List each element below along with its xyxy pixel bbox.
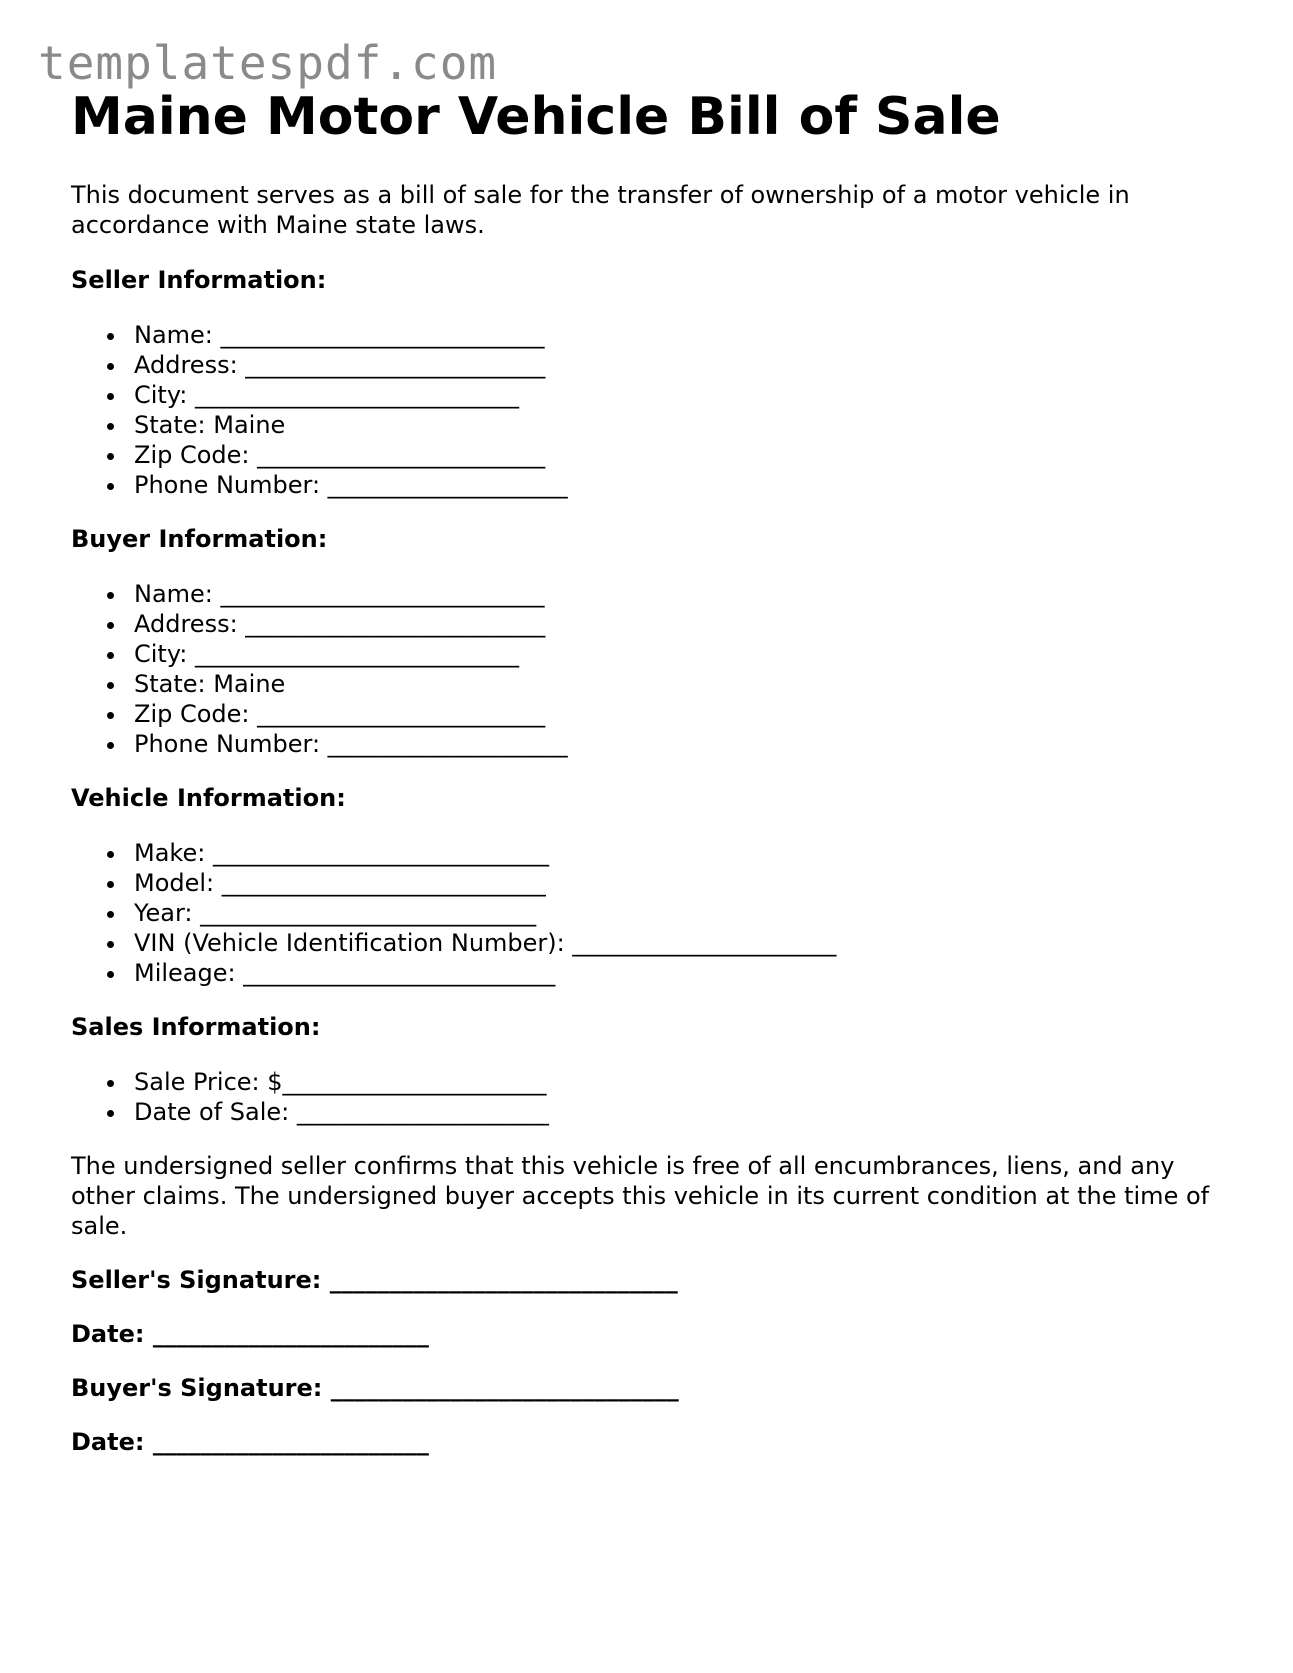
sales-info-list	[71, 1067, 1231, 1127]
seller-zip-field[interactable]: Zip Code: ________________________	[134, 440, 1231, 470]
sale-date-field[interactable]: Date of Sale: _____________________	[134, 1097, 1231, 1127]
seller-signature-line[interactable]: Seller's Signature: _____________________________	[71, 1266, 678, 1295]
buyer-info-list	[71, 579, 1231, 759]
buyer-address-field[interactable]: Address: _________________________	[134, 609, 1231, 639]
seller-info-list	[71, 320, 1231, 500]
buyer-phone-field[interactable]: Phone Number: ____________________	[134, 729, 1231, 759]
buyer-heading: Buyer Information:	[71, 525, 328, 554]
buyer-date-line[interactable]: Date: _______________________	[71, 1428, 429, 1457]
seller-city-field[interactable]: City: ___________________________	[134, 380, 1231, 410]
seller-heading: Seller Information:	[71, 266, 327, 295]
certification-statement: The undersigned seller confirms that this vehicle is free of all encumbrances, liens, and any other claims. The undersigned buyer accepts this vehicle in its current condition at the time of sale.	[71, 1152, 1210, 1241]
watermark: templatespdf.com	[38, 36, 498, 90]
buyer-city-field[interactable]: City: ___________________________	[134, 639, 1231, 669]
vehicle-model-field[interactable]: Model: ___________________________	[134, 868, 1231, 898]
vehicle-info-list	[71, 838, 1231, 988]
vehicle-year-field[interactable]: Year: ____________________________	[134, 898, 1231, 928]
sale-price-field[interactable]: Sale Price: $______________________	[134, 1067, 1231, 1097]
seller-phone-field[interactable]: Phone Number: ____________________	[134, 470, 1231, 500]
seller-address-field[interactable]: Address: _________________________	[134, 350, 1231, 380]
buyer-zip-field[interactable]: Zip Code: ________________________	[134, 699, 1231, 729]
seller-state-field: State: Maine	[134, 410, 1231, 440]
buyer-signature-line[interactable]: Buyer's Signature: _____________________________	[71, 1374, 679, 1403]
seller-name-field[interactable]: Name: ___________________________	[134, 320, 1231, 350]
seller-date-line[interactable]: Date: _______________________	[71, 1320, 429, 1349]
vehicle-make-field[interactable]: Make: ____________________________	[134, 838, 1231, 868]
vehicle-mileage-field[interactable]: Mileage: __________________________	[134, 958, 1231, 988]
document-title: Maine Motor Vehicle Bill of Sale	[71, 87, 1001, 147]
sales-heading: Sales Information:	[71, 1013, 321, 1042]
document	[71, 86, 1231, 1457]
vehicle-vin-field[interactable]: VIN (Vehicle Identification Number): ______________________	[134, 928, 1231, 958]
buyer-name-field[interactable]: Name: ___________________________	[134, 579, 1231, 609]
vehicle-heading: Vehicle Information:	[71, 784, 346, 813]
buyer-state-field: State: Maine	[134, 669, 1231, 699]
intro-paragraph: This document serves as a bill of sale for the transfer of ownership of a motor vehicle in accordance with Maine state laws.	[71, 181, 1130, 240]
